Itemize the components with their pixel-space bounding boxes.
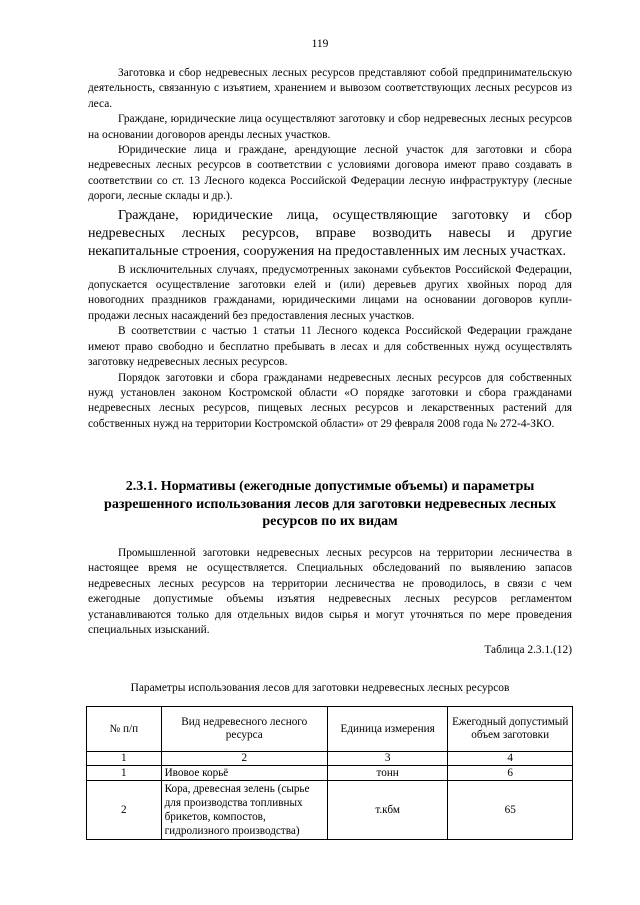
table-cell: 1 <box>87 766 162 781</box>
table-cell: 65 <box>448 781 573 840</box>
paragraph: Граждане, юридические лица осуществляют заготовку и сбор недревесных лесных ресурсов на основании договоров аренды лесных участков. <box>88 113 572 141</box>
paragraph-large: Граждане, юридические лица, осуществляющие заготовку и сбор недревесных лесных ресурсов, вправе возводить навесы и другие некапитальные строения, сооружения на предоставленных им лесных участках. <box>88 207 572 259</box>
index-cell: 3 <box>327 752 448 766</box>
section-body <box>88 546 572 638</box>
paragraph: Заготовка и сбор недревесных лесных ресурсов представляют собой предпринимательскую деятельность, связанную с изъятием, хранением и вывозом соответствующих лесных ресурсов из леса. <box>88 67 572 110</box>
header-cell: № п/п <box>87 707 162 752</box>
resources-table <box>86 706 573 840</box>
table-cell: 6 <box>448 766 573 781</box>
table-cell: тонн <box>327 766 448 781</box>
header-cell: Ежегодный допустимый объем заготовки <box>448 707 573 752</box>
table-cell: Ивовое корьё <box>161 766 327 781</box>
table-cell: Кора, древесная зелень (сырье для производства топливных брикетов, компостов, гидролизного производства) <box>161 781 327 840</box>
paragraph: Порядок заготовки и сбора гражданами недревесных лесных ресурсов для собственных нужд установлен законом Костромской области «О порядке заготовки и сбора гражданами недревесных лесных ресурсов, пищевых лесных ресурсов и лекарственных растений для собственных нужд на территории Костромской области» от 29 февраля 2008 года № 272-4-ЗКО. <box>88 371 572 430</box>
paragraph: В исключительных случаях, предусмотренных законами субъектов Российской Федерации, допускается осуществление заготовки елей и (или) деревьев других хвойных пород для новогодних праздников гражданами, юридическими лицами на основании договоров купли-продажи лесных насаждений без предоставления лесных участков. <box>88 263 572 322</box>
index-cell: 4 <box>448 752 573 766</box>
index-cell: 1 <box>87 752 162 766</box>
table-row <box>87 781 573 840</box>
body-text <box>88 66 572 432</box>
table-cell: т.кбм <box>327 781 448 840</box>
header-cell: Вид недревесного лесного ресурса <box>161 707 327 752</box>
paragraph: В соответствии с частью 1 статьи 11 Лесного кодекса Российской Федерации граждане имеют право свободно и бесплатно пребывать в лесах и для собственных нужд осуществлять заготовку недревесных лесных ресурсов. <box>88 325 572 369</box>
table-caption: Параметры использования лесов для заготовки недревесных лесных ресурсов <box>130 682 510 694</box>
page-number: 119 <box>311 38 329 50</box>
index-cell: 2 <box>161 752 327 766</box>
paragraph: Юридические лица и граждане, арендующие лесной участок для заготовки и сбора недревесных лесных ресурсов в соответствии с условиями договора имеют право создавать в соответствии со ст. 13 Лесного кодекса Российской Федерации лесную инфраструктуру (лесные дороги, лесные склады и др.). <box>88 144 572 203</box>
table-reference: Таблица 2.3.1.(12) <box>484 644 572 656</box>
paragraph: Промышленной заготовки недревесных лесных ресурсов на территории лесничества в настоящее время не осуществляется. Специальных обследований по выявлению запасов недревесных лесных ресурсов на территории лесничества не проводилось, в связи с чем ежегодные допустимые объемы изъятия недревесных лесных ресурсов регламентом устанавливаются только для отдельных видов сырья и могут уточняться по мере проведения специальных изысканий. <box>88 547 572 637</box>
section-heading: 2.3.1. Нормативы (ежегодные допустимые объемы) и параметры разрешенного использования лесов для заготовки недревесных лесных ресурсов по их видам <box>104 479 556 529</box>
table-header-row <box>87 707 573 752</box>
table-row <box>87 766 573 781</box>
header-cell: Единица измерения <box>327 707 448 752</box>
table-cell: 2 <box>87 781 162 840</box>
table-index-row <box>87 752 573 766</box>
